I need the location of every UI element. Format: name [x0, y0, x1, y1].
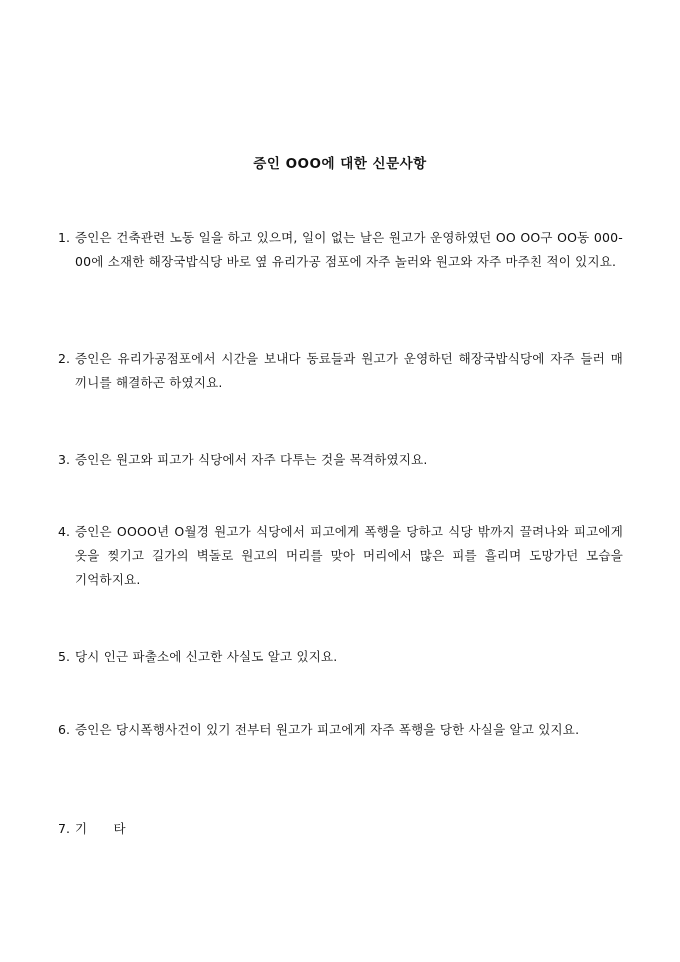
- question-item-7: [58, 817, 623, 841]
- question-text: 증인은 OOOO년 O월경 원고가 식당에서 피고에게 폭행을 당하고 식당 밖까지 끌려나와 피고에게 옷을 찢기고 길가의 벽돌로 원고의 머리를 맞아 머리에서 많은 피를 흘리며 도망가던 모습을 기억하지요.: [75, 524, 623, 587]
- question-item-2: [58, 347, 623, 395]
- question-number: 2.: [58, 351, 70, 366]
- question-text: 증인은 유리가공점포에서 시간을 보내다 동료들과 원고가 운영하던 해장국밥식당에 자주 들러 매 끼니를 해결하곤 하였지요.: [75, 351, 623, 390]
- question-item-6: [58, 718, 623, 742]
- document-title: 증인 OOO에 대한 신문사항: [253, 156, 427, 172]
- question-item-5: [58, 645, 623, 669]
- question-text: 당시 인근 파출소에 신고한 사실도 알고 있지요.: [75, 649, 338, 664]
- question-number: 3.: [58, 452, 70, 467]
- question-number: 6.: [58, 722, 70, 737]
- question-text: 증인은 당시폭행사건이 있기 전부터 원고가 피고에게 자주 폭행을 당한 사실을 알고 있지요.: [75, 722, 580, 737]
- question-number: 7.: [58, 821, 70, 836]
- question-item-3: [58, 448, 623, 472]
- question-number: 1.: [58, 230, 70, 245]
- question-text: 증인은 건축관련 노동 일을 하고 있으며, 일이 없는 날은 원고가 운영하였던 OO OO구 OO동 000-00에 소재한 해장국밥식당 바로 옆 유리가공 점포에 자주 놀러와 원고와 자주 마주친 적이 있지요.: [75, 230, 623, 269]
- question-text: 증인은 원고와 피고가 식당에서 자주 다투는 것을 목격하였지요.: [75, 452, 428, 467]
- question-number: 5.: [58, 649, 70, 664]
- question-number: 4.: [58, 524, 70, 539]
- question-item-1: [58, 226, 623, 274]
- question-text: 기 타: [75, 821, 126, 836]
- question-item-4: [58, 520, 623, 592]
